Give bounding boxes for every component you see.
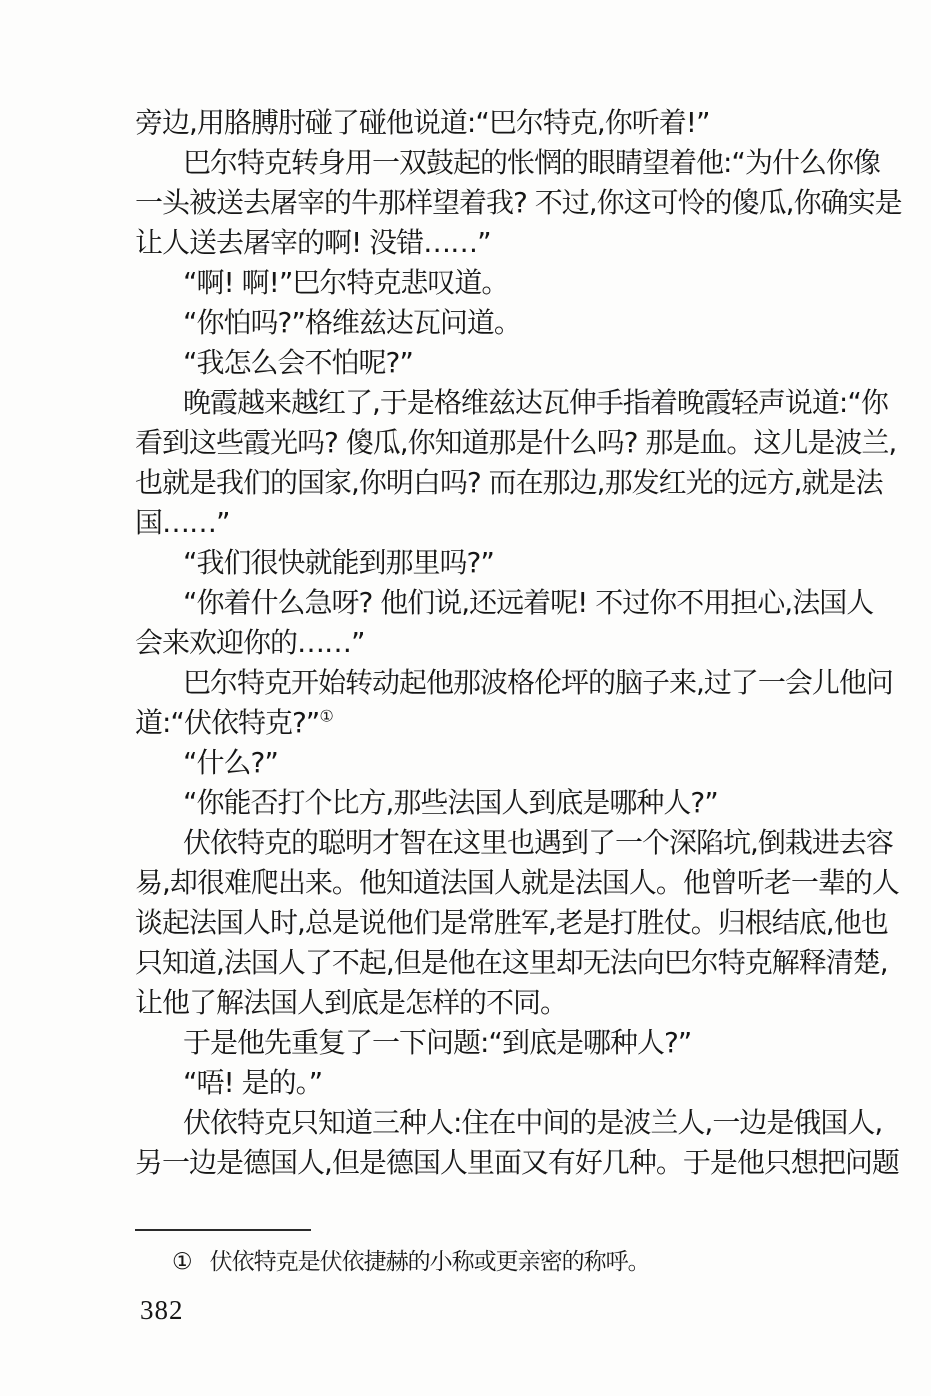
text-line: 也就是我们的国家,你明白吗? 而在那边,那发红光的远方,就是法 — [135, 466, 883, 499]
text-line: “啊! 啊!”巴尔特克悲叹道。 — [183, 266, 509, 299]
text-line: 国……” — [135, 506, 230, 539]
text-line: 另一边是德国人,但是德国人里面又有好几种。于是他只想把问题 — [135, 1146, 899, 1179]
text-line: 旁边,用胳膊肘碰了碰他说道:“巴尔特克,你听着!” — [135, 106, 710, 139]
text-line: 巴尔特克开始转动起他那波格伦坪的脑子来,过了一会儿他问 — [183, 666, 893, 699]
text-line: “你着什么急呀? 他们说,还远着呢! 不过你不用担心,法国人 — [183, 586, 874, 619]
text-line: “你能否打个比方,那些法国人到底是哪种人?” — [183, 786, 718, 819]
text-line: 一头被送去屠宰的牛那样望着我? 不过,你这可怜的傻瓜,你确实是 — [135, 186, 902, 219]
footnote-marker: ① — [172, 1249, 192, 1275]
text-line: 易,却很难爬出来。他知道法国人就是法国人。他曾听老一辈的人 — [135, 866, 899, 899]
text-line: 晚霞越来越红了,于是格维兹达瓦伸手指着晚霞轻声说道:“你 — [183, 386, 888, 419]
text-line: 看到这些霞光吗? 傻瓜,你知道那是什么吗? 那是血。这儿是波兰, — [135, 426, 897, 459]
text-line: “我们很快就能到那里吗?” — [183, 546, 494, 579]
text-line: 伏依特克的聪明才智在这里也遇到了一个深陷坑,倒栽进去容 — [183, 826, 893, 859]
text-line: 巴尔特克转身用一双鼓起的怅惘的眼睛望着他:“为什么你像 — [183, 146, 880, 179]
text-line: 伏依特克只知道三种人:住在中间的是波兰人,一边是俄国人, — [183, 1106, 883, 1139]
text-line: 于是他先重复了一下问题:“到底是哪种人?” — [183, 1026, 692, 1059]
text-line: 会来欢迎你的……” — [135, 626, 365, 659]
text-line: 道:“伏依特克?”① — [135, 706, 333, 739]
text-line: 让人送去屠宰的啊! 没错……” — [135, 226, 491, 259]
page-number: 382 — [140, 1295, 184, 1325]
text-line: “你怕吗?”格维兹达瓦问道。 — [183, 306, 521, 339]
footnote-ref-marker: ① — [319, 706, 333, 726]
text-line: “什么?” — [183, 746, 278, 779]
text-line: “我怎么会不怕呢?” — [183, 346, 413, 379]
footnote-divider — [135, 1229, 311, 1231]
footnote — [172, 1247, 650, 1277]
footnote-text: 伏依特克是伏依捷赫的小称或更亲密的称呼。 — [209, 1249, 650, 1275]
text-line: 让他了解法国人到底是怎样的不同。 — [135, 986, 568, 1019]
text-line: 只知道,法国人了不起,但是他在这里却无法向巴尔特克解释清楚, — [135, 946, 888, 979]
text-line: 谈起法国人时,总是说他们是常胜军,老是打胜仗。归根结底,他也 — [135, 906, 888, 939]
text-block — [135, 103, 902, 1183]
text-line: “唔! 是的。” — [183, 1066, 323, 1099]
